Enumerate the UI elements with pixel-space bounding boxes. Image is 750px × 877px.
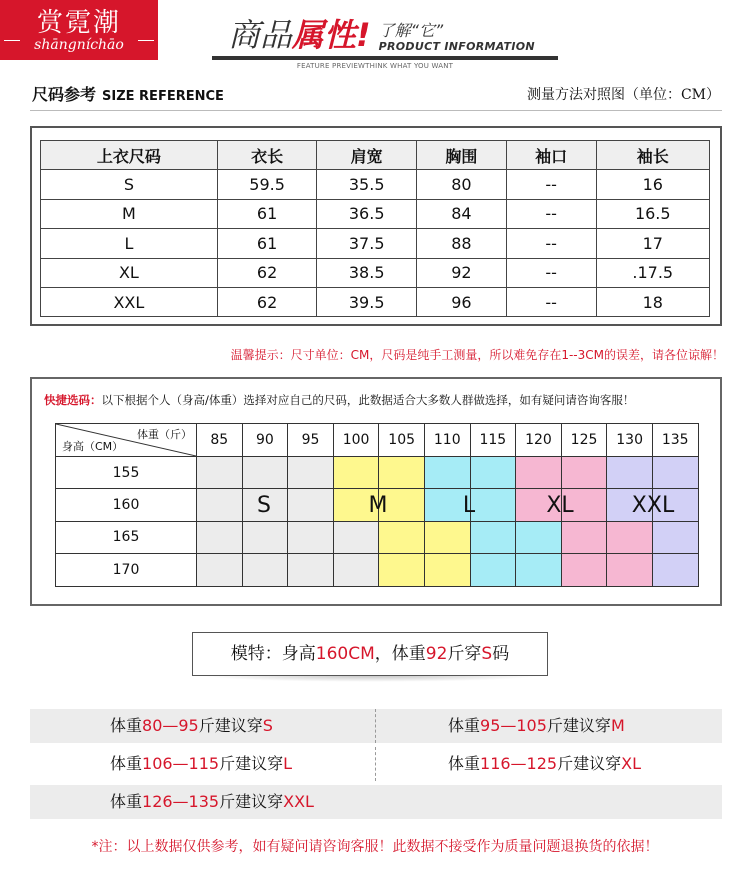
grid-cell xyxy=(652,521,698,553)
advice-item-m xyxy=(448,709,625,743)
zone-label-s: S xyxy=(257,493,271,518)
size-ref-title xyxy=(32,82,224,105)
brand-name: 赏霓潮 xyxy=(36,8,121,38)
zone-label-xxl: XXL xyxy=(631,493,675,518)
grid-cell xyxy=(379,521,425,553)
grid-cell xyxy=(607,554,653,586)
grid-cell xyxy=(607,521,653,553)
grid-cell xyxy=(424,457,470,489)
grid-corner xyxy=(56,424,197,457)
advice-mid: 斤建议穿 xyxy=(198,716,263,735)
grid-cell xyxy=(516,457,562,489)
table-row xyxy=(41,170,710,199)
grid-cell xyxy=(288,521,334,553)
table-cell: 80 xyxy=(416,170,506,199)
logo-deco-left xyxy=(4,40,20,41)
advice-pre: 体重 xyxy=(110,792,143,811)
table-cell: S xyxy=(41,170,218,199)
col-header: 胸围 xyxy=(416,141,506,170)
advice-mid: 斤建议穿 xyxy=(219,792,284,811)
zone-label-m: M xyxy=(368,493,388,518)
weight-header: 85 xyxy=(197,424,243,457)
header-underline xyxy=(212,56,558,60)
model-info-box xyxy=(192,632,548,676)
measure-note: 测量方法对照图（单位：CM） xyxy=(526,87,720,103)
table-cell: 88 xyxy=(416,229,506,258)
table-cell: 61 xyxy=(217,199,317,228)
table-cell: 62 xyxy=(217,287,317,316)
table-cell: 96 xyxy=(416,287,506,316)
table-row xyxy=(41,287,710,316)
col-header: 袖长 xyxy=(596,141,709,170)
advice-mid: 斤建议穿 xyxy=(219,754,284,773)
grid-cell xyxy=(288,554,334,586)
advice-size: M xyxy=(610,716,625,735)
height-header: 170 xyxy=(56,554,197,586)
advice-pre: 体重 xyxy=(448,754,481,773)
title-side-en: PRODUCT INFORMATION xyxy=(378,40,535,53)
height-row xyxy=(56,554,699,586)
grid-cell xyxy=(333,554,379,586)
table-cell: XL xyxy=(41,258,218,287)
table-cell: 39.5 xyxy=(317,287,417,316)
grid-cell xyxy=(652,554,698,586)
grid-cell xyxy=(516,554,562,586)
advice-item-xl xyxy=(448,747,641,781)
table-cell: 38.5 xyxy=(317,258,417,287)
weight-header: 125 xyxy=(561,424,607,457)
measurement-warning: 温馨提示：尺寸单位：CM，尺码是纯手工测量，所以难免存在1--3CM的误差，请各位谅解！ xyxy=(230,348,724,362)
advice-divider xyxy=(375,747,376,781)
table-cell: -- xyxy=(506,258,596,287)
title-strong: 属性! xyxy=(292,16,371,54)
advice-item-xxl xyxy=(110,785,314,819)
grid-cell xyxy=(288,489,334,521)
table-row xyxy=(41,258,710,287)
zone-label-l: L xyxy=(462,493,476,518)
page-title xyxy=(228,10,535,56)
advice-range: 116—125 xyxy=(480,754,558,773)
size-table-header xyxy=(41,141,710,170)
weight-header: 105 xyxy=(379,424,425,457)
grid-cell xyxy=(379,457,425,489)
grid-cell xyxy=(652,457,698,489)
table-cell: 84 xyxy=(416,199,506,228)
grid-cell xyxy=(333,457,379,489)
weight-header: 95 xyxy=(288,424,334,457)
grid-cell xyxy=(516,521,562,553)
table-cell: 59.5 xyxy=(217,170,317,199)
advice-pre: 体重 xyxy=(110,754,143,773)
grid-cell xyxy=(197,554,243,586)
grid-cell xyxy=(242,554,288,586)
table-cell: 61 xyxy=(217,229,317,258)
table-cell: -- xyxy=(506,170,596,199)
brand-pinyin: shāngníchāo xyxy=(34,37,124,53)
model-prefix: 模特：身高 xyxy=(230,644,316,664)
advice-mid: 斤建议穿 xyxy=(546,716,611,735)
weight-header: 115 xyxy=(470,424,516,457)
table-cell: M xyxy=(41,199,218,228)
grid-cell xyxy=(470,521,516,553)
corner-height-label: 身高（CM） xyxy=(62,440,124,453)
table-cell: .17.5 xyxy=(596,258,709,287)
grid-cell xyxy=(561,457,607,489)
header-subtitle: FEATURE PREVIEWTHINK WHAT YOU WANT xyxy=(296,62,454,70)
grid-cell xyxy=(561,521,607,553)
grid-cell xyxy=(607,457,653,489)
table-cell: 92 xyxy=(416,258,506,287)
advice-size: XXL xyxy=(283,792,314,811)
grid-cell xyxy=(197,457,243,489)
model-height: 160CM xyxy=(315,644,375,664)
model-mid: ，体重 xyxy=(374,644,426,664)
model-weight: 92 xyxy=(425,644,448,664)
advice-mid: 斤建议穿 xyxy=(557,754,622,773)
col-header: 衣长 xyxy=(217,141,317,170)
advice-range: 80—95 xyxy=(142,716,199,735)
table-cell: -- xyxy=(506,199,596,228)
grid-cell xyxy=(561,554,607,586)
section-divider xyxy=(30,110,722,111)
grid-cell xyxy=(424,521,470,553)
corner-weight-label: 体重（斤） xyxy=(137,428,192,441)
table-cell: 18 xyxy=(596,287,709,316)
weight-header: 135 xyxy=(652,424,698,457)
weight-header: 100 xyxy=(333,424,379,457)
grid-cell xyxy=(197,521,243,553)
advice-range: 106—115 xyxy=(142,754,220,773)
grid-cell xyxy=(424,554,470,586)
advice-pre: 体重 xyxy=(448,716,481,735)
grid-cell xyxy=(242,521,288,553)
height-header: 160 xyxy=(56,489,197,521)
height-row xyxy=(56,521,699,553)
quick-select-text: 以下根据个人（身高/体重）选择对应自己的尺码，此数据适合大多数人群做选择，如有疑问请咨询客服！ xyxy=(101,393,635,407)
grid-cell xyxy=(470,457,516,489)
advice-item-l xyxy=(110,747,292,781)
title-side xyxy=(379,23,535,52)
logo-deco-right xyxy=(138,40,154,41)
quick-select-intro xyxy=(44,392,634,408)
table-cell: 37.5 xyxy=(317,229,417,258)
weight-header: 110 xyxy=(424,424,470,457)
table-row xyxy=(41,199,710,228)
table-row xyxy=(41,229,710,258)
height-header: 165 xyxy=(56,521,197,553)
weight-header: 130 xyxy=(607,424,653,457)
col-header: 袖口 xyxy=(506,141,596,170)
col-header: 肩宽 xyxy=(317,141,417,170)
size-ref-title-en: SIZE REFERENCE xyxy=(102,89,224,104)
grid-cell xyxy=(197,489,243,521)
advice-row-1 xyxy=(30,709,722,743)
size-ref-title-cn: 尺码参考 xyxy=(32,85,97,104)
model-size: S xyxy=(481,644,493,664)
title-side-cn: 了解“它” xyxy=(378,21,444,40)
advice-range: 95—105 xyxy=(480,716,547,735)
height-row xyxy=(56,457,699,489)
table-cell: 62 xyxy=(217,258,317,287)
advice-item-s xyxy=(110,709,273,743)
table-cell: 16 xyxy=(596,170,709,199)
grid-cell xyxy=(379,554,425,586)
advice-row-2 xyxy=(30,747,722,781)
footnote: *注：以上数据仅供参考，如有疑问请咨询客服！此数据不接受作为质量问题退换货的依据！ xyxy=(91,839,659,855)
title-lead: 商品 xyxy=(228,16,293,54)
weight-header: 90 xyxy=(242,424,288,457)
weight-header-row xyxy=(56,424,699,457)
advice-pre: 体重 xyxy=(110,716,143,735)
weight-header: 120 xyxy=(516,424,562,457)
advice-size: XL xyxy=(621,754,641,773)
grid-cell xyxy=(242,457,288,489)
col-header: 上衣尺码 xyxy=(41,141,218,170)
model-suffix: 码 xyxy=(492,644,510,664)
table-cell: -- xyxy=(506,287,596,316)
advice-range: 126—135 xyxy=(142,792,220,811)
brand-logo xyxy=(0,0,158,60)
advice-size: S xyxy=(262,716,273,735)
grid-cell xyxy=(470,554,516,586)
model-mid2: 斤穿 xyxy=(447,644,482,664)
table-cell: 16.5 xyxy=(596,199,709,228)
advice-size: L xyxy=(283,754,293,773)
size-table xyxy=(40,140,710,317)
grid-cell xyxy=(288,457,334,489)
grid-cell xyxy=(470,489,516,521)
grid-cell xyxy=(333,521,379,553)
advice-row-3 xyxy=(30,785,722,819)
table-cell: 17 xyxy=(596,229,709,258)
table-cell: L xyxy=(41,229,218,258)
advice-divider xyxy=(375,709,376,743)
table-cell: XXL xyxy=(41,287,218,316)
zone-label-xl: XL xyxy=(546,493,574,518)
height-header: 155 xyxy=(56,457,197,489)
quick-select-label: 快捷选码： xyxy=(44,393,102,407)
table-cell: -- xyxy=(506,229,596,258)
table-cell: 36.5 xyxy=(317,199,417,228)
table-cell: 35.5 xyxy=(317,170,417,199)
